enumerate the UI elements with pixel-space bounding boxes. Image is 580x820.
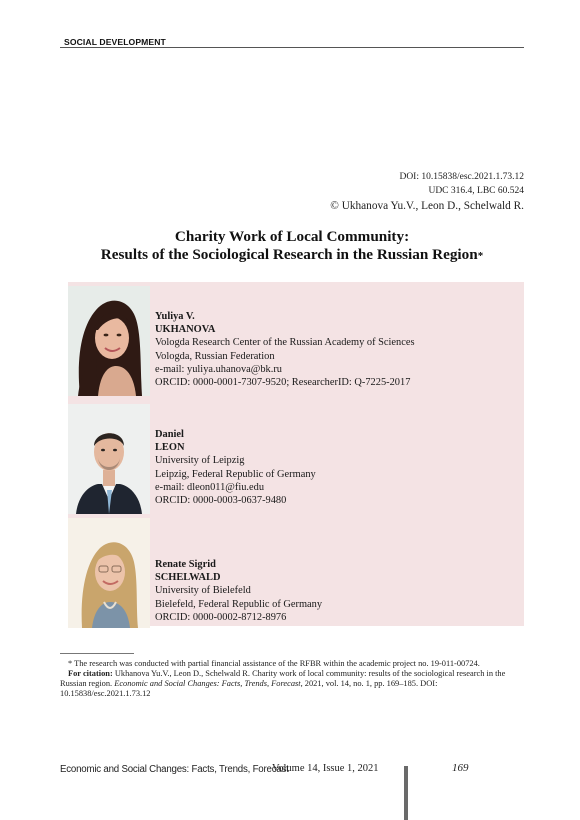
author-last-name: UKHANOVA	[155, 324, 216, 336]
author-location: Vologda, Russian Federation	[155, 350, 275, 362]
author-photo-ukhanova	[68, 286, 150, 396]
author-photo-schelwald	[68, 518, 150, 628]
author-ids: ORCID: 0000-0002-8712-8976	[155, 611, 287, 623]
article-title-text: Results of the Sociological Research in the Russian Region	[100, 246, 478, 263]
author-location: Bielefeld, Federal Republic of Germany	[155, 598, 323, 610]
author-block-ukhanova	[155, 310, 415, 389]
citation-journal: Economic and Social Changes: Facts, Trends, Forecast	[114, 679, 301, 689]
citation-tail: , 2021, vol. 14, no. 1, pp. 169–185. DOI: 10.15838/esc.2021.1.73.12	[60, 679, 438, 699]
citation-footnote	[60, 669, 526, 700]
author-ids: ORCID: 0000-0001-7307-9520; ResearcherID: Q-7225-2017	[155, 377, 411, 389]
author-photo-leon	[68, 404, 150, 514]
author-block-leon	[155, 428, 316, 507]
footer-volume: Volume 14, Issue 1, 2021	[272, 763, 379, 774]
author-first-name: Yuliya V.	[155, 311, 195, 322]
author-first-name: Renate Sigrid	[155, 559, 216, 570]
author-location: Leipzig, Federal Republic of Germany	[155, 468, 316, 480]
author-email[interactable]: e-mail: dleon011@fiu.edu	[155, 481, 265, 493]
page-number: 169	[452, 762, 469, 774]
author-first-name: Daniel	[155, 429, 184, 440]
footer-divider-bar	[404, 766, 408, 820]
author-affiliation: University of Leipzig	[155, 455, 245, 467]
article-title-line-2	[60, 246, 524, 264]
author-affiliation: Vologda Research Center of the Russian Academy of Sciences	[155, 337, 415, 349]
author-affiliation: University of Bielefeld	[155, 585, 251, 597]
author-block-schelwald	[155, 558, 322, 624]
authors-panel	[68, 282, 524, 626]
section-header: SOCIAL DEVELOPMENT	[64, 37, 166, 47]
doi-line: DOI: 10.15838/esc.2021.1.73.12	[399, 172, 524, 182]
author-ids: ORCID: 0000-0003-0637-9480	[155, 495, 287, 507]
author-email[interactable]: e-mail: yuliya.uhanova@bk.ru	[155, 363, 283, 375]
copyright-line: © Ukhanova Yu.V., Leon D., Schelwald R.	[330, 200, 524, 212]
citation-label: For citation:	[68, 669, 113, 678]
author-last-name: SCHELWALD	[155, 572, 221, 584]
article-title-line-1: Charity Work of Local Community:	[174, 228, 410, 245]
funding-footnote: * The research was conducted with partial financial assistance of the RFBR within the academic project no. 19-011-00724.	[68, 659, 480, 668]
title-footnote-marker: *	[477, 250, 484, 262]
citation-text: Ukhanova Yu.V., Leon D., Schelwald R. Charity work of local community: results of the sociological research in the Russian region.	[60, 669, 506, 689]
udc-line: UDC 316.4, LBC 60.524	[428, 186, 524, 196]
footer-journal-name: Economic and Social Changes: Facts, Trends, Forecast	[60, 764, 289, 775]
header-rule	[60, 47, 524, 48]
author-last-name: LEON	[155, 442, 185, 454]
footnote-rule	[60, 653, 134, 654]
